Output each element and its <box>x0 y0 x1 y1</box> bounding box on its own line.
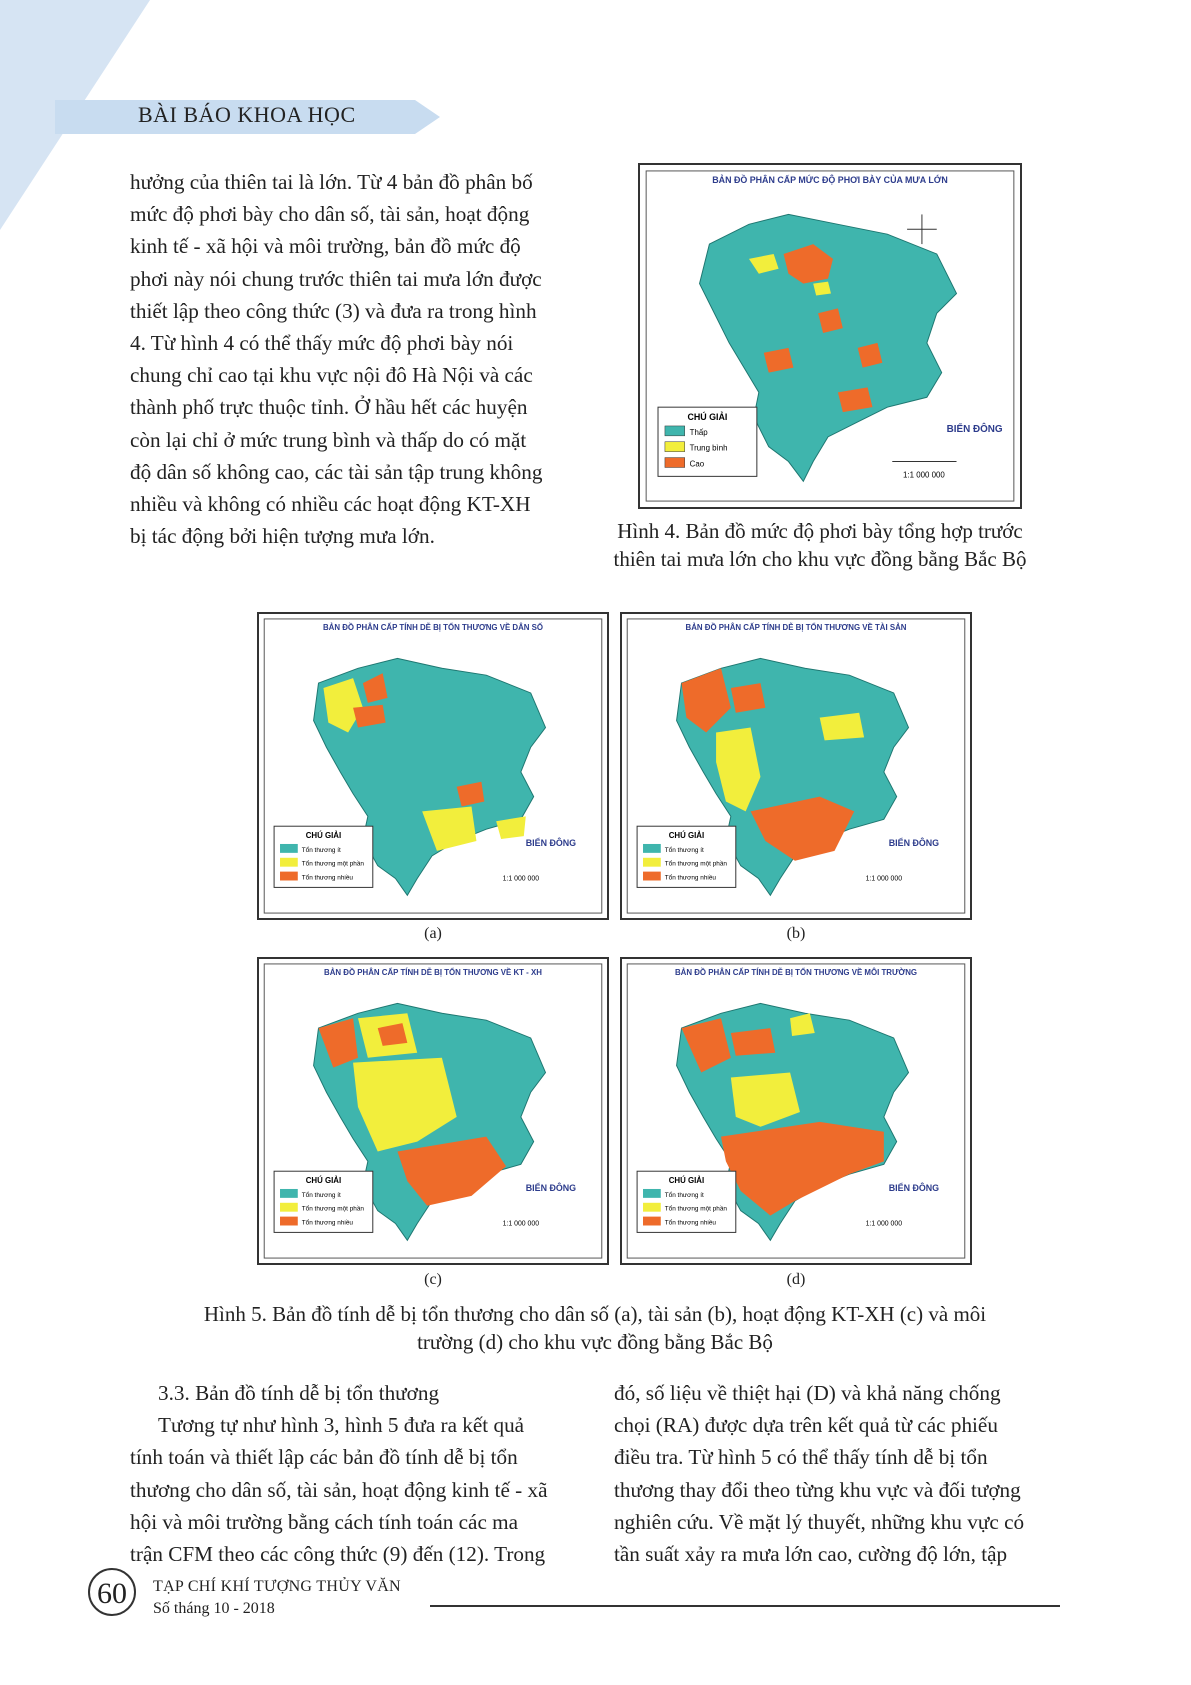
text-line: thương thay đổi theo từng khu vực và đối tượng <box>614 1477 1021 1502</box>
text-line: điều tra. Từ hình 5 có thể thấy tính dễ bị tổn <box>614 1445 988 1470</box>
right-column <box>614 1377 1060 1570</box>
scale-label: 1:1 000 000 <box>502 875 540 883</box>
text-line: thành phố trực thuộc tỉnh. Ở hầu hết các huyện <box>130 395 528 420</box>
text-line: đó, số liệu về thiệt hại (D) và khả năng chống <box>614 1381 1001 1405</box>
text-line: Tương tự như hình 3, hình 5 đưa ra kết quả <box>158 1413 525 1438</box>
page-number: 60 <box>88 1568 136 1616</box>
figure-5b-label: (b) <box>786 925 806 942</box>
text-line: còn lại chỉ ở mức trung bình và thấp do có mặt <box>130 427 527 452</box>
text-line: tính toán và thiết lập các bản đồ tính dễ bị tổn <box>130 1445 518 1470</box>
text-line: kinh tế - xã hội và môi trường, bản đồ mức độ <box>130 234 521 259</box>
caption-line: thiên tai mưa lớn cho khu vực đồng bằng Bắc Bộ <box>613 547 1027 571</box>
figure-4-map <box>638 163 1022 509</box>
caption-line: Hình 4. Bản đồ mức độ phơi bày tổng hợp trước <box>617 519 1023 543</box>
figure-5d-map-graphic <box>622 959 970 1263</box>
sea-label: BIỂN ĐÔNG <box>525 837 577 848</box>
figure-4-map-graphic <box>640 165 1020 507</box>
legend-item: Tổn thương một phần <box>664 860 728 868</box>
map-title: BẢN ĐỒ PHÂN CẤP MỨC ĐỘ PHƠI BÀY CỦA MƯA LỚN <box>712 174 948 185</box>
text-line: chung chỉ cao tại khu vực nội đô Hà Nội và các <box>130 363 533 388</box>
map-title: BẢN ĐỒ PHÂN CẤP TÍNH DỄ BỊ TỔN THƯƠNG VỀ MÔI TRƯỜNG <box>674 967 918 977</box>
figure-5a-map <box>257 612 609 920</box>
figure-5-caption <box>130 1300 1060 1356</box>
scale-label: 1:1 000 000 <box>865 1220 903 1228</box>
legend-item: Tổn thương một phần <box>301 860 365 868</box>
legend-title: CHÚ GIẢI <box>305 831 342 841</box>
legend-title: CHÚ GIẢI <box>687 412 728 423</box>
legend-item: Cao <box>689 459 705 469</box>
legend-title: CHÚ GIẢI <box>305 1176 342 1186</box>
map-title: BẢN ĐỒ PHÂN CẤP TÍNH DỄ BỊ TỔN THƯƠNG VỀ TÀI SẢN <box>685 622 907 632</box>
caption-line: Hình 5. Bản đồ tính dễ bị tổn thương cho dân số (a), tài sản (b), hoạt động KT-XH (c) và môi <box>203 1302 987 1326</box>
intro-paragraph <box>130 166 545 552</box>
legend-title: CHÚ GIẢI <box>668 1176 705 1186</box>
map-title: BẢN ĐỒ PHÂN CẤP TÍNH DỄ BỊ TỔN THƯƠNG VỀ KT - XH <box>324 967 542 977</box>
legend-item: Tổn thương nhiều <box>301 1219 353 1227</box>
left-column <box>130 1377 585 1570</box>
text-line: độ dân số không cao, các tài sản tập trung không <box>130 459 543 484</box>
legend-item: Tổn thương ít <box>664 846 704 854</box>
section-header: BÀI BÁO KHOA HỌC <box>138 102 356 127</box>
text-line: hội và môi trường bằng cách tính toán các ma <box>130 1509 519 1534</box>
map-title: BẢN ĐỒ PHÂN CẤP TÍNH DỄ BỊ TỔN THƯƠNG VỀ DÂN SỐ <box>322 622 544 632</box>
legend-item: Tổn thương ít <box>664 1191 704 1199</box>
figure-5a-map-graphic <box>259 614 607 918</box>
text-line: thiết lập theo công thức (3) và đưa ra trong hình <box>130 298 537 323</box>
legend-item: Thấp <box>689 427 708 437</box>
text-line: trận CFM theo các công thức (9) đến (12). Trong <box>130 1542 546 1567</box>
legend-item: Tổn thương ít <box>301 1191 341 1199</box>
text-line: hưởng của thiên tai là lớn. Từ 4 bản đồ phân bố <box>130 170 533 194</box>
figure-5d-label: (d) <box>786 1271 806 1288</box>
text-line: nhiều và không có nhiều các hoạt động KT-XH <box>130 492 531 517</box>
legend-item: Tổn thương nhiều <box>301 874 353 882</box>
text-line: nghiên cứu. Về mặt lý thuyết, những khu vực có <box>614 1509 1025 1534</box>
legend-item: Tổn thương nhiều <box>664 1219 716 1227</box>
legend-item: Tổn thương ít <box>301 846 341 854</box>
text-line: 4. Từ hình 4 có thể thấy mức độ phơi bày nói <box>130 331 514 356</box>
sea-label: BIỂN ĐÔNG <box>888 837 940 848</box>
scale-label: 1:1 000 000 <box>502 1220 540 1228</box>
text-line: tần suất xảy ra mưa lớn cao, cường độ lớn, tập <box>614 1542 1008 1567</box>
sea-label: BIỂN ĐÔNG <box>888 1182 940 1193</box>
legend-title: CHÚ GIẢI <box>668 831 705 841</box>
figure-5c-map-graphic <box>259 959 607 1263</box>
figure-5b-map-graphic <box>622 614 970 918</box>
sea-label: BIỂN ĐÔNG <box>525 1182 577 1193</box>
footer-rule <box>430 1605 1060 1607</box>
caption-line: trường (d) cho khu vực đồng bằng Bắc Bộ <box>417 1330 773 1354</box>
journal-name: TẠP CHÍ KHÍ TƯỢNG THỦY VĂN <box>153 1578 401 1595</box>
text-line: mức độ phơi bày cho dân số, tài sản, hoạt động <box>130 202 530 227</box>
figure-5a-label: (a) <box>424 925 442 942</box>
text-line: chọi (RA) được dựa trên kết quả từ các phiếu <box>614 1413 998 1438</box>
text-line: phơi này nói chung trước thiên tai mưa lớn được <box>130 266 542 291</box>
sea-label: BIỂN ĐÔNG <box>946 423 1003 435</box>
scale-label: 1:1 000 000 <box>865 875 903 883</box>
section-heading: 3.3. Bản đồ tính dễ bị tổn thương <box>158 1381 440 1405</box>
legend-item: Tổn thương nhiều <box>664 874 716 882</box>
figure-4-caption <box>590 517 1050 573</box>
text-line: bị tác động bởi hiện tượng mưa lớn. <box>130 524 435 549</box>
figure-5b-map <box>620 612 972 920</box>
text-line: thương cho dân số, tài sản, hoạt động kinh tế - xã <box>130 1477 548 1502</box>
figure-5d-map <box>620 957 972 1265</box>
legend-item: Tổn thương một phần <box>301 1205 365 1213</box>
legend-item: Tổn thương một phần <box>664 1205 728 1213</box>
issue-date: Số tháng 10 - 2018 <box>153 1600 275 1617</box>
scale-label: 1:1 000 000 <box>903 470 945 480</box>
figure-5c-label: (c) <box>424 1271 442 1288</box>
figure-5c-map <box>257 957 609 1265</box>
legend-item: Trung bình <box>689 443 728 453</box>
